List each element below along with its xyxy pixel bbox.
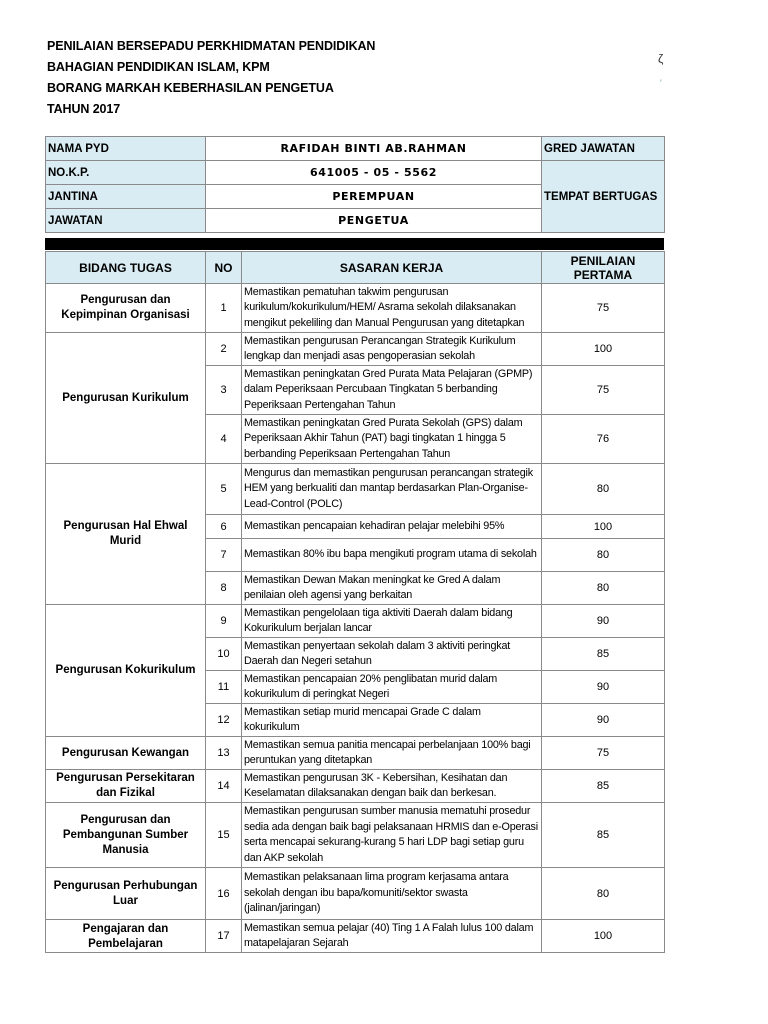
penilaian-cell: 75	[542, 737, 665, 770]
table-row	[46, 284, 665, 333]
no-cell: 14	[206, 770, 242, 803]
table-row	[46, 737, 665, 770]
sasaran-cell: Memastikan pengelolaan tiga aktiviti Daerah dalam bidang Kokurikulum berjalan lancar	[242, 605, 542, 638]
penilaian-cell: 100	[542, 920, 665, 953]
sasaran-cell: Memastikan setiap murid mencapai Grade C dalam kokurikulum	[242, 704, 542, 737]
nokp-value: 641005 - 05 - 5562	[206, 161, 542, 185]
section-divider	[45, 238, 664, 250]
sasaran-cell: Memastikan Dewan Makan meningkat ke Gred A dalam penilaian oleh agensi yang berkaitan	[242, 572, 542, 605]
jantina-value: PEREMPUAN	[206, 185, 542, 209]
heading-line-2: BAHAGIAN PENDIDIKAN ISLAM, KPM	[47, 60, 270, 74]
penilaian-cell: 76	[542, 415, 665, 464]
penilaian-cell: 100	[542, 333, 665, 366]
sasaran-cell: Memastikan pencapaian kehadiran pelajar melebihi 95%	[242, 515, 542, 539]
penilaian-cell: 85	[542, 638, 665, 671]
no-cell: 13	[206, 737, 242, 770]
sasaran-cell: Memastikan peningkatan Gred Purata Mata Pelajaran (GPMP) dalam Peperiksaan Percubaan Tingkatan 5 berbanding Peperiksaan Pertengahan Tahun	[242, 366, 542, 415]
penilaian-cell: 80	[542, 539, 665, 572]
sasaran-cell: Memastikan penyertaan sekolah dalam 3 aktiviti peringkat Daerah dan Negeri setahun	[242, 638, 542, 671]
no-cell: 16	[206, 868, 242, 920]
sasaran-cell: Memastikan peningkatan Gred Purata Sekolah (GPS) dalam Peperiksaan Akhir Tahun (PAT) bagi tingkatan 1 hingga 5 berbanding Peperiksaan Pertengahan Tahun	[242, 415, 542, 464]
col-no: NO	[206, 252, 242, 284]
no-cell: 5	[206, 464, 242, 515]
heading-line-4: TAHUN 2017	[47, 102, 121, 116]
bidang-cell: Pengurusan Kokurikulum	[46, 605, 206, 737]
no-cell: 15	[206, 803, 242, 868]
jawatan-value: PENGETUA	[206, 209, 542, 233]
table-row	[46, 333, 665, 366]
sasaran-cell: Memastikan pengurusan sumber manusia mematuhi prosedur sedia ada dengan baik bagi pelaksanaan HRMIS dan e-Operasi serta mencapai sekurang-kurang 5 hari LDP bagi setiap guru dan AKP sekolah	[242, 803, 542, 868]
sasaran-cell: Memastikan pengurusan Perancangan Strategik Kurikulum lengkap dan menjadi asas pengoperasian sekolah	[242, 333, 542, 366]
heading-line-3: BORANG MARKAH KEBERHASILAN PENGETUA	[47, 81, 334, 95]
bidang-cell: Pengurusan Persekitaran dan Fizikal	[46, 770, 206, 803]
heading-line-1: PENILAIAN BERSEPADU PERKHIDMATAN PENDIDIKAN	[47, 39, 376, 53]
penilaian-cell: 85	[542, 803, 665, 868]
sasaran-cell: Memastikan pencapaian 20% penglibatan murid dalam kokurikulum di peringkat Negeri	[242, 671, 542, 704]
no-cell: 8	[206, 572, 242, 605]
sasaran-cell: Memastikan pematuhan takwim pengurusan kurikulum/kokurikulum/HEM/ Asrama sekolah dilaksanakan mengikut pekeliling dan Manual Pengurusan yang ditetapkan	[242, 284, 542, 333]
no-cell: 12	[206, 704, 242, 737]
sasaran-cell: Memastikan pengurusan 3K - Kebersihan, Kesihatan dan Keselamatan dilaksanakan dengan baik dan berkesan.	[242, 770, 542, 803]
info-table	[45, 136, 665, 233]
no-cell: 9	[206, 605, 242, 638]
table-row	[46, 803, 665, 868]
bidang-cell: Pengajaran dan Pembelajaran	[46, 920, 206, 953]
penilaian-cell: 100	[542, 515, 665, 539]
no-cell: 10	[206, 638, 242, 671]
col-penilaian: PENILAIAN PERTAMA	[542, 252, 665, 284]
edge-dot-icon: '	[660, 78, 662, 88]
penilaian-cell: 80	[542, 868, 665, 920]
nama-label: NAMA PYD	[46, 137, 206, 161]
no-cell: 4	[206, 415, 242, 464]
no-cell: 6	[206, 515, 242, 539]
no-cell: 2	[206, 333, 242, 366]
table-row	[46, 868, 665, 920]
table-row	[46, 605, 665, 638]
col-sasaran: SASARAN KERJA	[242, 252, 542, 284]
document-heading	[47, 36, 375, 120]
jawatan-label: JAWATAN	[46, 209, 206, 233]
bidang-cell: Pengurusan Kurikulum	[46, 333, 206, 464]
gred-label: GRED JAWATAN	[542, 137, 665, 161]
penilaian-cell: 75	[542, 366, 665, 415]
table-row	[46, 770, 665, 803]
sasaran-cell: Memastikan semua pelajar (40) Ting 1 A Falah lulus 100 dalam matapelajaran Sejarah	[242, 920, 542, 953]
nokp-label: NO.K.P.	[46, 161, 206, 185]
bidang-cell: Pengurusan Perhubungan Luar	[46, 868, 206, 920]
penilaian-cell: 75	[542, 284, 665, 333]
table-row	[46, 920, 665, 953]
bidang-cell: Pengurusan dan Pembangunan Sumber Manusia	[46, 803, 206, 868]
sasaran-cell: Memastikan semua panitia mencapai perbelanjaan 100% bagi peruntukan yang ditetapkan	[242, 737, 542, 770]
table-header-row	[46, 252, 665, 284]
nama-value: RAFIDAH BINTI AB.RAHMAN	[206, 137, 542, 161]
penilaian-cell: 80	[542, 572, 665, 605]
bidang-cell: Pengurusan dan Kepimpinan Organisasi	[46, 284, 206, 333]
bidang-cell: Pengurusan Hal Ehwal Murid	[46, 464, 206, 605]
sasaran-cell: Mengurus dan memastikan pengurusan perancangan strategik HEM yang berkualiti dan mantap berdasarkan Plan-Organise-Lead-Control (POLC)	[242, 464, 542, 515]
sasaran-cell: Memastikan 80% ibu bapa mengikuti program utama di sekolah	[242, 539, 542, 572]
edge-mark-icon: ζ	[658, 52, 664, 66]
col-bidang: BIDANG TUGAS	[46, 252, 206, 284]
no-cell: 3	[206, 366, 242, 415]
sasaran-cell: Memastikan pelaksanaan lima program kerjasama antara sekolah dengan ibu bapa/komuniti/sektor swasta (jalinan/jaringan)	[242, 868, 542, 920]
bidang-cell: Pengurusan Kewangan	[46, 737, 206, 770]
jantina-label: JANTINA	[46, 185, 206, 209]
no-cell: 17	[206, 920, 242, 953]
penilaian-cell: 90	[542, 704, 665, 737]
no-cell: 7	[206, 539, 242, 572]
tempat-label: TEMPAT BERTUGAS	[542, 161, 665, 233]
penilaian-cell: 80	[542, 464, 665, 515]
penilaian-cell: 90	[542, 671, 665, 704]
target-table	[45, 251, 665, 953]
no-cell: 11	[206, 671, 242, 704]
table-row	[46, 464, 665, 515]
penilaian-cell: 85	[542, 770, 665, 803]
penilaian-cell: 90	[542, 605, 665, 638]
no-cell: 1	[206, 284, 242, 333]
